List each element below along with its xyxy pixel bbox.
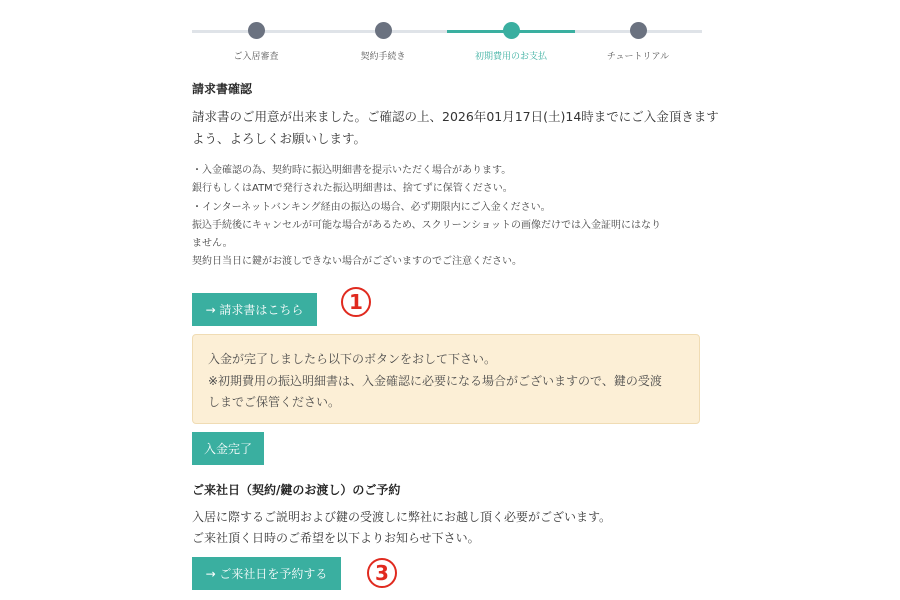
notice-line: 入金が完了しましたら以下のボタンをおして下さい。 bbox=[208, 352, 497, 366]
note-line: ・入金確認の為、契約時に振込明細書を提示いただく場合があります。 bbox=[192, 165, 512, 176]
visit-message bbox=[192, 507, 707, 549]
reserve-visit-button[interactable]: → ご来社日を予約する bbox=[192, 557, 341, 590]
note-line: 契約日当日に鍵がお渡しできない場合がございますのでご注意ください。 bbox=[192, 256, 522, 268]
payment-complete-button[interactable]: 入金完了 bbox=[192, 432, 264, 465]
note-line: 銀行もしくはATMで発行された振込明細書は、捨てずに保管ください。 bbox=[192, 183, 513, 195]
step-screening bbox=[192, 20, 320, 62]
annotation-marker-3: 3 bbox=[367, 558, 397, 588]
step-label: チュートリアル bbox=[606, 52, 670, 62]
step-initial-payment bbox=[447, 20, 575, 62]
invoice-message-line: よう、よろしくお願いします。 bbox=[192, 131, 367, 146]
step-dot bbox=[503, 22, 520, 39]
invoice-notes bbox=[192, 162, 704, 272]
step-tutorial bbox=[574, 20, 702, 62]
invoice-message-line: 請求書のご用意が出来ました。ご確認の上、2026年01月17日(土)14時までにご入金頂きます bbox=[192, 109, 719, 124]
step-dot bbox=[630, 22, 647, 39]
notice-line: ※初期費用の振込明細書は、入金確認に必要になる場合がございますので、鍵の受渡 bbox=[208, 373, 662, 388]
visit-message-line: 入居に際するご説明および鍵の受渡しに弊社にお越し頂く必要がございます。 bbox=[192, 510, 612, 524]
visit-message-line: ご来社頂く日時のご希望を以下よりお知らせ下さい。 bbox=[192, 531, 480, 545]
notice-line: しまでご保管ください。 bbox=[208, 395, 341, 409]
view-invoice-button[interactable]: → 請求書はこちら bbox=[192, 293, 317, 326]
visit-section-title: ご来社日（契約/鍵のお渡し）のご予約 bbox=[192, 483, 401, 497]
annotation-marker-1: 1 bbox=[341, 287, 371, 317]
step-dot bbox=[375, 22, 392, 39]
step-dot bbox=[248, 22, 265, 39]
step-label: ご入居審査 bbox=[233, 52, 279, 62]
progress-stepper bbox=[192, 20, 702, 65]
step-label: 契約手続き bbox=[360, 52, 406, 62]
step-contract bbox=[319, 20, 447, 62]
note-line: 振込手続後にキャンセルが可能な場合があるため、スクリーンショットの画像だけでは入金証明にはなり bbox=[192, 219, 661, 231]
invoice-message bbox=[192, 106, 719, 150]
step-label: 初期費用のお支払 bbox=[474, 52, 547, 62]
payment-notice-box bbox=[192, 334, 700, 424]
note-line: ・インターネットバンキング経由の振込の場合、必ず期限内にご入金ください。 bbox=[192, 201, 551, 213]
note-line: ません。 bbox=[192, 238, 233, 250]
invoice-section-title: 請求書確認 bbox=[192, 82, 253, 96]
